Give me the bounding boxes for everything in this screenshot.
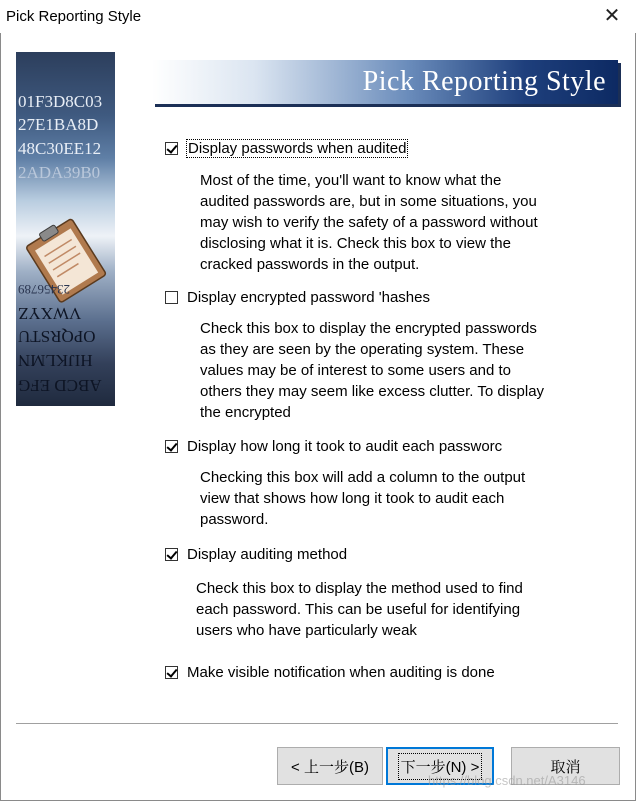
banner-title: Pick Reporting Style bbox=[362, 66, 606, 97]
display-auditing-method-label[interactable]: Display auditing method bbox=[187, 546, 348, 563]
hex-text-line: 2ADA39B0 bbox=[18, 163, 101, 182]
display-hashes-checkbox[interactable] bbox=[165, 291, 178, 304]
option-visible-notification[interactable] bbox=[165, 664, 495, 681]
watermark-text: https://blog.csdn.net/A3146 bbox=[428, 773, 586, 788]
hex-text-line: 48C30EE12 bbox=[18, 139, 102, 158]
display-passwords-label[interactable]: Display passwords when audited bbox=[188, 140, 407, 157]
display-hashes-label[interactable]: Display encrypted password 'hashes bbox=[187, 289, 430, 306]
visible-notification-label[interactable]: Make visible notification when auditing is done bbox=[187, 664, 495, 681]
mirror-text-line: HIJKLMN bbox=[18, 351, 93, 370]
display-audit-time-label[interactable]: Display how long it took to audit each passworc bbox=[187, 438, 503, 455]
mirror-text-line: VWXYZ bbox=[18, 304, 82, 323]
display-passwords-checkbox[interactable] bbox=[165, 142, 178, 155]
title-bar bbox=[0, 0, 637, 33]
option-display-audit-time[interactable] bbox=[165, 438, 537, 455]
display-hashes-description: Check this box to display the encrypted passwords as they are seen by the operating system. These values may be of interest to some users and to others they may seem like excess clutter. To display the encrypted bbox=[200, 320, 545, 421]
footer-divider bbox=[16, 723, 618, 725]
display-auditing-method-description: Check this box to display the method used to find each password. This can be useful for identifying users who have particularly weak bbox=[196, 580, 523, 639]
hex-text-line: 01F3D8C03 bbox=[18, 92, 103, 111]
display-auditing-method-checkbox[interactable] bbox=[165, 548, 178, 561]
window-title: Pick Reporting Style bbox=[6, 8, 142, 25]
option-display-passwords[interactable] bbox=[165, 140, 407, 157]
back-button[interactable] bbox=[277, 747, 383, 785]
close-icon[interactable]: ✕ bbox=[603, 5, 621, 27]
display-audit-time-description: Checking this box will add a column to the output view that shows how long it took to audit each password. bbox=[200, 469, 526, 528]
visible-notification-checkbox[interactable] bbox=[165, 666, 178, 679]
header-banner bbox=[152, 60, 618, 104]
mirror-text-line: ABCD EFG bbox=[18, 376, 102, 395]
next-button-label: 下一步(N) > bbox=[401, 756, 480, 777]
display-passwords-description: Most of the time, you'll want to know what the audited passwords are, but in some situations, you may wish to verify the safety of a password without disclosing what it is. Check this box to view the cracked passwords in the output. bbox=[200, 172, 538, 273]
cancel-button-label: 取消 bbox=[550, 758, 581, 776]
mirror-text-line: 23456789 bbox=[18, 282, 70, 297]
mirror-text-line: OPQRSTU bbox=[18, 327, 96, 346]
option-display-hashes[interactable] bbox=[165, 289, 430, 306]
display-audit-time-checkbox[interactable] bbox=[165, 440, 178, 453]
wizard-side-image bbox=[16, 52, 115, 406]
option-display-auditing-method[interactable] bbox=[165, 546, 347, 563]
hex-text-line: 27E1BA8D bbox=[18, 115, 99, 134]
back-button-label: < 上一步(B) bbox=[291, 758, 369, 776]
